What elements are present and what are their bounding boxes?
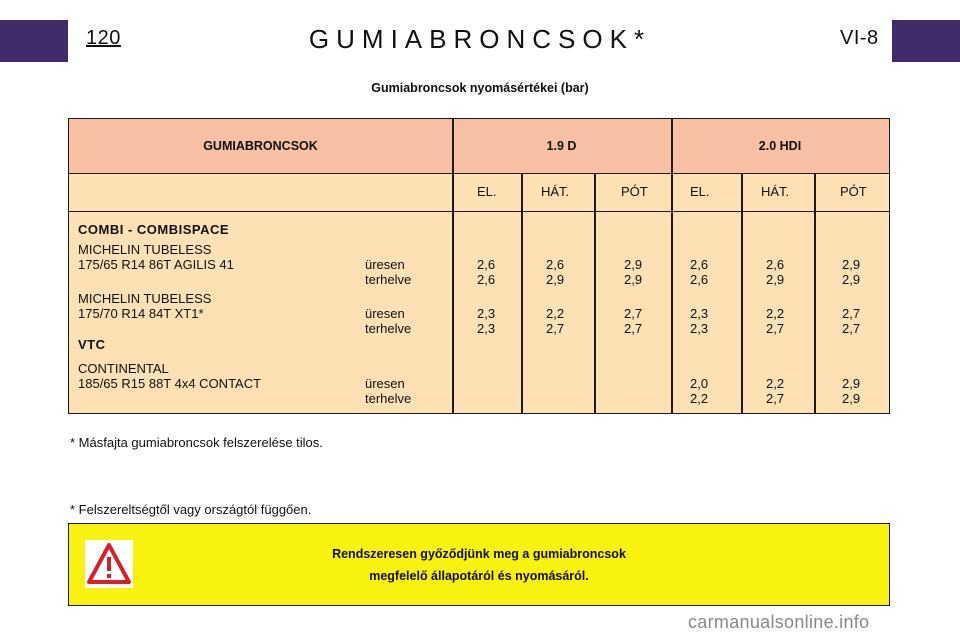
pressure-value: 2,2 xyxy=(766,306,785,321)
pressure-value: 2,9 xyxy=(842,391,861,406)
tyre-size: 175/65 R14 86T AGILIS 41 xyxy=(78,257,234,272)
group-name: COMBI - COMBISPACE xyxy=(78,222,230,237)
table-caption: Gumiabroncsok nyomásértékei (bar) xyxy=(371,81,589,95)
pressure-value: 2,6 xyxy=(477,272,496,287)
footnote: * Felszereltségtől vagy országtól függően. xyxy=(70,502,312,517)
pressure-value: 2,7 xyxy=(842,321,861,336)
tyre-brand: CONTINENTAL xyxy=(78,361,169,376)
load-state: üresen xyxy=(365,376,405,391)
pressure-value: 2,0 xyxy=(690,376,709,391)
pressure-value: 2,9 xyxy=(842,272,861,287)
pressure-value: 2,3 xyxy=(690,306,709,321)
header-engine-1: 1.9 D xyxy=(546,139,577,153)
tyre-size: 185/65 R15 88T 4x4 CONTACT xyxy=(78,376,262,391)
load-state: üresen xyxy=(365,306,405,321)
subheader-front-1: EL. xyxy=(477,184,497,199)
tyre-brand: MICHELIN TUBELESS xyxy=(78,291,212,306)
pressure-value: 2,9 xyxy=(624,257,643,272)
pressure-value: 2,2 xyxy=(690,391,709,406)
pressure-value: 2,6 xyxy=(546,257,565,272)
load-state: üresen xyxy=(365,257,405,272)
subheader-rear-2: HÁT. xyxy=(761,184,790,199)
divider xyxy=(521,174,523,413)
group-name: VTC xyxy=(78,337,106,352)
pressure-value: 2,3 xyxy=(477,321,496,336)
divider xyxy=(452,119,454,413)
pressure-value: 2,9 xyxy=(842,376,861,391)
tire-pressure-table xyxy=(68,118,890,414)
load-state: terhelve xyxy=(365,321,412,336)
subheader-rear-1: HÁT. xyxy=(541,184,570,199)
watermark: carmanualsonline.info xyxy=(688,612,870,632)
page-title: GUMIABRONCSOK* xyxy=(308,24,652,54)
pressure-value: 2,6 xyxy=(690,257,709,272)
subheader-front-2: EL. xyxy=(690,184,710,199)
header-engine-2: 2.0 HDI xyxy=(758,139,802,153)
warning-box xyxy=(68,523,890,606)
page-number: 120 xyxy=(86,27,121,49)
tyre-size: 175/70 R14 84T XT1* xyxy=(78,306,204,321)
load-state: terhelve xyxy=(365,391,412,406)
pressure-value: 2,7 xyxy=(842,306,861,321)
pressure-value: 2,2 xyxy=(546,306,565,321)
pressure-value: 2,3 xyxy=(477,306,496,321)
subheader-spare-2: PÓT xyxy=(840,184,867,199)
header-tyres: GUMIABRONCSOK xyxy=(203,139,318,153)
pressure-value: 2,9 xyxy=(624,272,643,287)
pressure-value: 2,7 xyxy=(624,321,643,336)
pressure-value: 2,6 xyxy=(766,257,785,272)
pressure-value: 2,7 xyxy=(624,306,643,321)
load-state: terhelve xyxy=(365,272,412,287)
pressure-value: 2,2 xyxy=(766,376,785,391)
warning-text-line-2: megfelelő állapotáról és nyomásáról. xyxy=(369,569,589,583)
pressure-value: 2,7 xyxy=(546,321,565,336)
footnote: * Másfajta gumiabroncsok felszerelése tilos. xyxy=(70,435,323,450)
pressure-value: 2,6 xyxy=(690,272,709,287)
pressure-value: 2,9 xyxy=(842,257,861,272)
divider xyxy=(594,174,596,413)
subheader-spare-1: PÓT xyxy=(621,184,648,199)
pressure-value: 2,6 xyxy=(477,257,496,272)
warning-text-line-1: Rendszeresen győződjünk meg a gumiabroncsok xyxy=(332,547,626,561)
divider xyxy=(741,174,743,413)
divider xyxy=(814,174,816,413)
pressure-value: 2,7 xyxy=(766,321,785,336)
pressure-value: 2,3 xyxy=(690,321,709,336)
pressure-value: 2,9 xyxy=(766,272,785,287)
pressure-value: 2,9 xyxy=(546,272,565,287)
pressure-value: 2,7 xyxy=(766,391,785,406)
divider xyxy=(671,119,673,413)
tyre-brand: MICHELIN TUBELESS xyxy=(78,242,212,257)
section-number: VI-8 xyxy=(840,27,879,49)
